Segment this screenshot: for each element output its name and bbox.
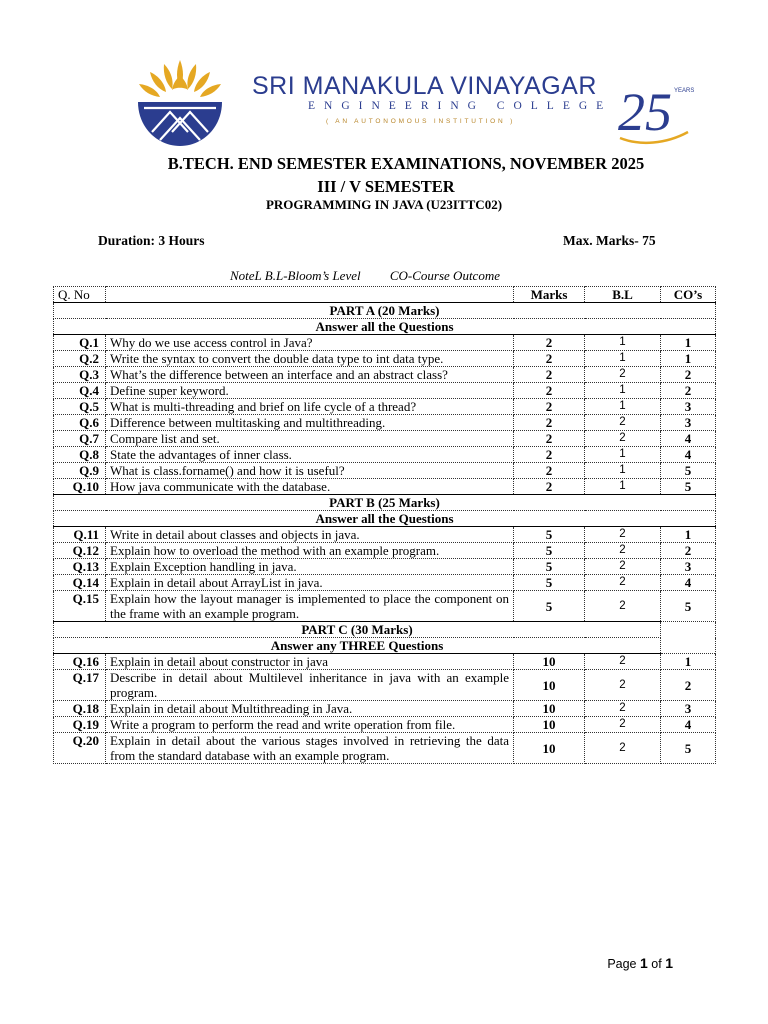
question-number: Q.4 bbox=[54, 383, 106, 399]
question-course-outcome: 1 bbox=[661, 351, 716, 367]
part-title-gap bbox=[661, 622, 716, 638]
semester-title: III / V SEMESTER bbox=[317, 177, 455, 196]
question-course-outcome: 3 bbox=[661, 559, 716, 575]
question-marks: 10 bbox=[514, 654, 585, 670]
question-course-outcome: 5 bbox=[661, 733, 716, 764]
question-number: Q.15 bbox=[54, 591, 106, 622]
part-title: PART C (30 Marks) bbox=[54, 622, 661, 638]
question-course-outcome: 1 bbox=[661, 654, 716, 670]
question-marks: 10 bbox=[514, 733, 585, 764]
question-number: Q.6 bbox=[54, 415, 106, 431]
question-text: How java communicate with the database. bbox=[106, 479, 514, 495]
question-number: Q.19 bbox=[54, 717, 106, 733]
question-number: Q.17 bbox=[54, 670, 106, 701]
header-question bbox=[106, 287, 514, 303]
question-marks: 5 bbox=[514, 543, 585, 559]
question-number: Q.1 bbox=[54, 335, 106, 351]
table-row bbox=[54, 591, 716, 622]
header-marks: Marks bbox=[514, 287, 585, 303]
question-text: Describe in detail about Multilevel inheritance in java with an example program. bbox=[106, 670, 514, 701]
question-marks: 5 bbox=[514, 591, 585, 622]
question-bloom-level: 2 bbox=[585, 670, 661, 701]
question-course-outcome: 4 bbox=[661, 431, 716, 447]
question-number: Q.9 bbox=[54, 463, 106, 479]
college-logo bbox=[120, 56, 700, 152]
table-row bbox=[54, 543, 716, 559]
legend-note: NoteL B.L-Bloom’s Level CO-Course Outcome bbox=[230, 268, 500, 283]
question-number: Q.8 bbox=[54, 447, 106, 463]
part-title: PART A (20 Marks) bbox=[54, 303, 716, 319]
anniversary-number: 25 bbox=[618, 82, 672, 142]
question-number: Q.3 bbox=[54, 367, 106, 383]
question-bloom-level: 2 bbox=[585, 733, 661, 764]
question-course-outcome: 5 bbox=[661, 591, 716, 622]
table-row bbox=[54, 654, 716, 670]
table-row bbox=[54, 335, 716, 351]
table-row bbox=[54, 717, 716, 733]
table-row bbox=[54, 733, 716, 764]
page-indicator bbox=[607, 955, 673, 971]
table-row bbox=[54, 431, 716, 447]
question-course-outcome: 3 bbox=[661, 701, 716, 717]
question-bloom-level: 2 bbox=[585, 654, 661, 670]
question-text: Explain in detail about constructor in java bbox=[106, 654, 514, 670]
question-number: Q.13 bbox=[54, 559, 106, 575]
table-row bbox=[54, 479, 716, 495]
question-course-outcome: 2 bbox=[661, 543, 716, 559]
anniversary-word: YEARS bbox=[674, 88, 694, 94]
question-course-outcome: 4 bbox=[661, 447, 716, 463]
page-word: Page bbox=[607, 957, 637, 971]
question-marks: 2 bbox=[514, 447, 585, 463]
question-bloom-level: 1 bbox=[585, 399, 661, 415]
question-bloom-level: 2 bbox=[585, 415, 661, 431]
part-instruction-row bbox=[54, 511, 716, 527]
table-row bbox=[54, 575, 716, 591]
course-title: PROGRAMMING IN JAVA (U23ITTC02) bbox=[265, 197, 503, 212]
table-row bbox=[54, 670, 716, 701]
part-instruction: Answer any THREE Questions bbox=[54, 638, 661, 654]
question-text: Difference between multitasking and multithreading. bbox=[106, 415, 514, 431]
question-bloom-level: 2 bbox=[585, 575, 661, 591]
question-text: Write a program to perform the read and write operation from file. bbox=[106, 717, 514, 733]
question-text: Why do we use access control in Java? bbox=[106, 335, 514, 351]
page-of: of bbox=[651, 957, 662, 971]
question-table bbox=[53, 286, 716, 764]
question-text: What is class.forname() and how it is useful? bbox=[106, 463, 514, 479]
question-marks: 2 bbox=[514, 351, 585, 367]
college-name: SRI MANAKULA VINAYAGAR bbox=[252, 72, 597, 100]
question-bloom-level: 2 bbox=[585, 717, 661, 733]
table-row bbox=[54, 351, 716, 367]
table-header-row bbox=[54, 287, 716, 303]
question-course-outcome: 4 bbox=[661, 575, 716, 591]
duration: Duration: 3 Hours bbox=[98, 233, 205, 248]
part-title-row bbox=[54, 303, 716, 319]
question-marks: 10 bbox=[514, 701, 585, 717]
question-marks: 5 bbox=[514, 575, 585, 591]
question-bloom-level: 1 bbox=[585, 479, 661, 495]
header-bl: B.L bbox=[585, 287, 661, 303]
part-instruction-row bbox=[54, 638, 716, 654]
table-row bbox=[54, 415, 716, 431]
question-text: State the advantages of inner class. bbox=[106, 447, 514, 463]
part-instruction-gap bbox=[661, 638, 716, 654]
question-text: Write the syntax to convert the double data type to int data type. bbox=[106, 351, 514, 367]
question-bloom-level: 2 bbox=[585, 701, 661, 717]
part-instruction-row bbox=[54, 319, 716, 335]
college-tagline: ( AN AUTONOMOUS INSTITUTION ) bbox=[326, 118, 516, 125]
question-bloom-level: 2 bbox=[585, 543, 661, 559]
part-instruction: Answer all the Questions bbox=[54, 511, 716, 527]
question-number: Q.16 bbox=[54, 654, 106, 670]
question-bloom-level: 1 bbox=[585, 447, 661, 463]
question-text: Write in detail about classes and objects in java. bbox=[106, 527, 514, 543]
table-row bbox=[54, 383, 716, 399]
question-number: Q.14 bbox=[54, 575, 106, 591]
question-bloom-level: 1 bbox=[585, 335, 661, 351]
question-text: Explain in detail about ArrayList in java. bbox=[106, 575, 514, 591]
table-row bbox=[54, 559, 716, 575]
question-text: What is multi-threading and brief on life cycle of a thread? bbox=[106, 399, 514, 415]
question-marks: 5 bbox=[514, 527, 585, 543]
question-marks: 5 bbox=[514, 559, 585, 575]
anniversary-emblem-icon bbox=[614, 72, 694, 148]
question-course-outcome: 1 bbox=[661, 527, 716, 543]
question-bloom-level: 1 bbox=[585, 463, 661, 479]
table-row bbox=[54, 463, 716, 479]
part-title-row bbox=[54, 622, 716, 638]
question-marks: 2 bbox=[514, 463, 585, 479]
question-marks: 2 bbox=[514, 479, 585, 495]
question-marks: 2 bbox=[514, 431, 585, 447]
table-row bbox=[54, 399, 716, 415]
question-marks: 2 bbox=[514, 415, 585, 431]
part-title-row bbox=[54, 495, 716, 511]
question-number: Q.7 bbox=[54, 431, 106, 447]
question-course-outcome: 2 bbox=[661, 670, 716, 701]
question-bloom-level: 2 bbox=[585, 367, 661, 383]
question-marks: 10 bbox=[514, 717, 585, 733]
question-number: Q.10 bbox=[54, 479, 106, 495]
question-number: Q.5 bbox=[54, 399, 106, 415]
question-marks: 2 bbox=[514, 383, 585, 399]
question-text: Explain in detail about the various stages involved in retrieving the data from the standard database with an example program. bbox=[106, 733, 514, 764]
question-number: Q.11 bbox=[54, 527, 106, 543]
question-text: Explain how the layout manager is implemented to place the component on the frame with an example program. bbox=[106, 591, 514, 622]
question-marks: 10 bbox=[514, 670, 585, 701]
question-bloom-level: 2 bbox=[585, 591, 661, 622]
page-total: 1 bbox=[665, 955, 673, 971]
college-subtitle: ENGINEERING COLLEGE bbox=[308, 100, 613, 112]
college-emblem-icon bbox=[130, 56, 230, 148]
table-row bbox=[54, 367, 716, 383]
header-co: CO’s bbox=[661, 287, 716, 303]
question-marks: 2 bbox=[514, 335, 585, 351]
exam-title: B.TECH. END SEMESTER EXAMINATIONS, NOVEMBER 2025 bbox=[167, 154, 645, 173]
question-course-outcome: 1 bbox=[661, 335, 716, 351]
question-text: Explain how to overload the method with an example program. bbox=[106, 543, 514, 559]
question-text: Define super keyword. bbox=[106, 383, 514, 399]
question-bloom-level: 2 bbox=[585, 527, 661, 543]
question-marks: 2 bbox=[514, 367, 585, 383]
question-bloom-level: 2 bbox=[585, 431, 661, 447]
question-course-outcome: 3 bbox=[661, 399, 716, 415]
page-current: 1 bbox=[640, 955, 648, 971]
question-text: What’s the difference between an interface and an abstract class? bbox=[106, 367, 514, 383]
part-instruction: Answer all the Questions bbox=[54, 319, 716, 335]
question-text: Compare list and set. bbox=[106, 431, 514, 447]
question-course-outcome: 2 bbox=[661, 383, 716, 399]
table-row bbox=[54, 701, 716, 717]
question-bloom-level: 1 bbox=[585, 383, 661, 399]
question-number: Q.20 bbox=[54, 733, 106, 764]
question-number: Q.18 bbox=[54, 701, 106, 717]
question-text: Explain Exception handling in java. bbox=[106, 559, 514, 575]
question-course-outcome: 4 bbox=[661, 717, 716, 733]
question-bloom-level: 1 bbox=[585, 351, 661, 367]
question-course-outcome: 5 bbox=[661, 479, 716, 495]
max-marks: Max. Marks- 75 bbox=[563, 233, 656, 248]
question-course-outcome: 5 bbox=[661, 463, 716, 479]
question-text: Explain in detail about Multithreading in Java. bbox=[106, 701, 514, 717]
question-course-outcome: 3 bbox=[661, 415, 716, 431]
question-number: Q.2 bbox=[54, 351, 106, 367]
question-number: Q.12 bbox=[54, 543, 106, 559]
question-marks: 2 bbox=[514, 399, 585, 415]
question-bloom-level: 2 bbox=[585, 559, 661, 575]
question-course-outcome: 2 bbox=[661, 367, 716, 383]
header-qno: Q. No bbox=[54, 287, 106, 303]
table-row bbox=[54, 527, 716, 543]
table-row bbox=[54, 447, 716, 463]
part-title: PART B (25 Marks) bbox=[54, 495, 716, 511]
